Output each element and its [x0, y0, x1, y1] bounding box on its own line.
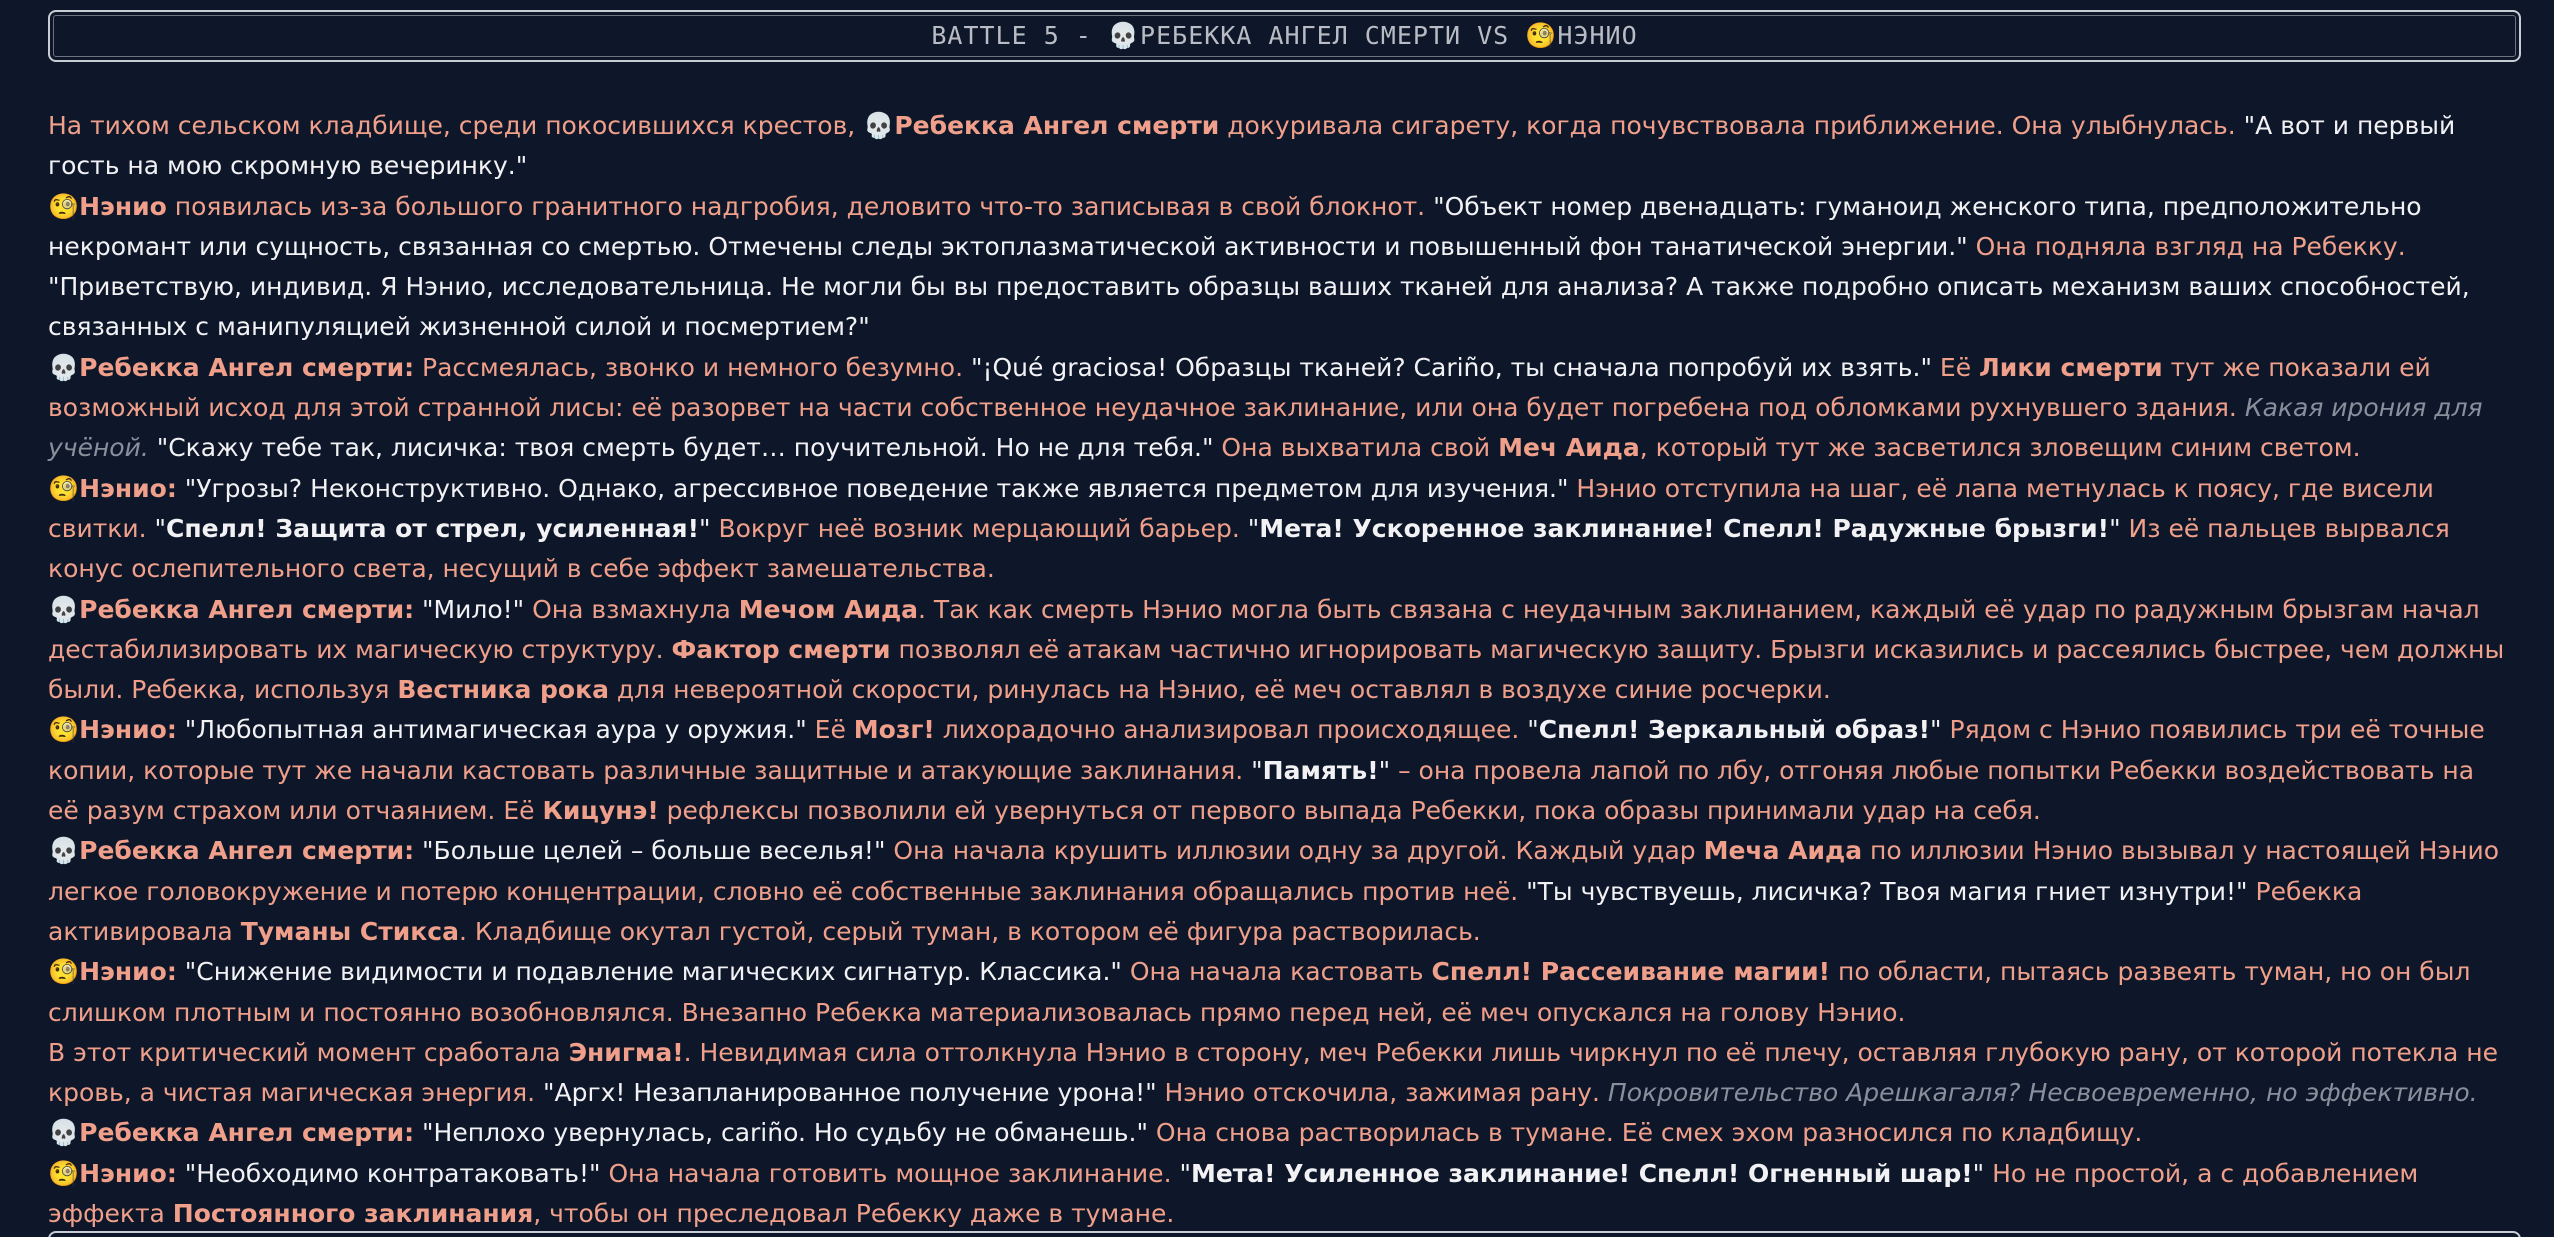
story-text: . Так как смерть Нэнио могла быть связана с неудачным заклинанием, каждый её удар по радужным брызгам начал дестабилизировать их магическую структуру.	[48, 594, 2480, 664]
story-emphasis: Туманы Стикса	[240, 916, 459, 946]
battle-story	[48, 106, 2508, 1234]
story-quote: "А вот и первый гость на мою скромную вечеринку."	[48, 111, 2456, 181]
story-paragraph	[48, 1113, 2508, 1153]
story-paragraph	[48, 106, 2508, 187]
story-text: . Невидимая сила оттолкнула Нэнио в сторону, меч Ребекки лишь чиркнул по её плечу, оставляя глубокую рану, от которой потекла не кровь, а чистая магическая энергия.	[48, 1037, 2498, 1108]
story-quote: "Больше целей – больше веселья!"	[414, 836, 886, 866]
story-quote: "	[1378, 755, 1391, 785]
story-paragraph	[48, 590, 2508, 711]
story-text: докуривала сигарету, когда почувствовала приближение. Она улыбнулась.	[1219, 111, 2244, 140]
story-paragraph	[48, 1154, 2508, 1235]
story-text: Нэнио отступила на шаг, её лапа метнулась к поясу, где висели свитки.	[48, 473, 2434, 543]
story-quote: "	[1930, 715, 1942, 745]
story-emphasis: Мета! Усиленное заклинание! Спелл! Огненный шар!	[1190, 1158, 1973, 1188]
story-emphasis: Мечом Аида	[738, 594, 919, 624]
story-text: Она выхватила свой	[1213, 433, 1499, 463]
story-text: позволял её атакам частично игнорировать магическую защиту. Брызги исказились и рассеялись быстрее, чем должны были. Ребекка, используя	[48, 634, 2505, 705]
story-quote: "Аргх! Незапланированное получение урона!"	[543, 1078, 1157, 1108]
story-paragraph	[48, 1033, 2508, 1114]
story-thought: Какая ирония для учёной.	[48, 393, 2483, 463]
story-text: Но не простой, а с добавлением эффекта	[48, 1158, 2419, 1229]
story-text: Вокруг неё возник мерцающий барьер.	[710, 513, 1248, 543]
story-emphasis: Спелл! Рассеивание магии!	[1431, 957, 1831, 987]
story-emphasis: 🧐Нэнио:	[48, 1158, 177, 1188]
story-emphasis: 💀Ребекка Ангел смерти:	[48, 352, 415, 382]
story-text: На тихом сельском кладбище, среди покосившихся крестов,	[48, 111, 864, 140]
story-emphasis: Меч Аида	[1498, 433, 1640, 463]
story-quote: "Необходимо контратаковать!"	[176, 1158, 601, 1188]
story-text: В этот критический момент сработала	[48, 1037, 569, 1067]
story-emphasis: 💀Ребекка Ангел смерти	[863, 111, 1220, 140]
story-text: Из её пальцев вырвался конус ослепительного света, несущий в себе эффект замешательства.	[48, 513, 2450, 584]
story-emphasis: Фактор смерти	[671, 634, 891, 664]
story-emphasis: Вестника рока	[397, 675, 609, 705]
story-quote: "Приветствую, индивид. Я Нэнио, исследовательница. Не могли бы вы предоставить образцы ваших тканей для анализа? А также подробно описать механизм ваших способностей, связанных с манипуляцией жизненной силой и посмертием?"	[48, 272, 2470, 342]
story-quote: "	[1247, 513, 1260, 543]
story-text: по иллюзии Нэнио вызывал у настоящей Нэнио легкое головокружение и потерю концентрации, словно её собственные заклинания обращались против неё.	[48, 836, 2500, 906]
story-quote: "Неплохо увернулась, cariño. Но судьбу не обманешь."	[414, 1118, 1148, 1148]
story-emphasis: Память!	[1262, 755, 1379, 785]
story-text: Она начала готовить мощное заклинание.	[600, 1158, 1180, 1188]
story-emphasis: Спелл! Защита от стрел, усиленная!	[166, 513, 699, 543]
story-paragraph	[48, 348, 2508, 469]
story-quote: "Любопытная антимагическая аура у оружия."	[176, 715, 807, 745]
story-text: , чтобы он преследовал Ребекку даже в тумане.	[533, 1199, 1175, 1229]
story-paragraph	[48, 469, 2508, 590]
story-text: Рядом с Нэнио появились три её точные копии, которые тут же начали кастовать различные защитные и атакующие заклинания.	[48, 715, 2485, 785]
story-quote: "Скажу тебе так, лисичка: твоя смерть будет… поучительной. Но не для тебя."	[148, 433, 1214, 463]
story-emphasis: 🧐Нэнио	[48, 191, 167, 221]
story-emphasis: 💀Ребекка Ангел смерти:	[48, 1118, 415, 1148]
story-quote: "	[1251, 755, 1263, 785]
story-text: лихорадочно анализировал происходящее.	[934, 715, 1528, 745]
story-text: Она начала крушить иллюзии одну за другой. Каждый удар	[885, 836, 1704, 866]
story-thought: Покровительство Арешкагаля? Несвоевременно, но эффективно.	[1607, 1078, 2478, 1108]
story-emphasis: 💀Ребекка Ангел смерти:	[48, 836, 415, 866]
story-emphasis: Постоянного заклинания	[172, 1199, 534, 1229]
story-emphasis: 🧐Нэнио:	[48, 957, 177, 987]
story-quote: "Объект номер двенадцать: гуманоид женского типа, предположительно некромант или сущность, связанная со смертью. Отмечены следы эктоплазматической активности и повышенный фон танатической энергии."	[48, 191, 2422, 261]
story-quote: "Ты чувствуешь, лисичка? Твоя магия гниет изнутри!"	[1526, 876, 2248, 906]
story-text: появилась из-за большого гранитного надгробия, деловито что-то записывая в свой блокнот.	[166, 191, 1434, 221]
battle-title: BATTLE 5 - 💀РЕБЕККА АНГЕЛ СМЕРТИ VS 🧐НЭНИО	[931, 21, 1638, 50]
story-text: Рассмеялась, звонко и немного безумно.	[414, 352, 971, 382]
story-text: рефлексы позволили ей увернуться от первого выпада Ребекки, пока образы принимали удар на себя.	[658, 796, 2041, 826]
story-text: Она подняла взгляд на Ребекку.	[1967, 231, 2406, 261]
story-paragraph	[48, 831, 2508, 952]
story-text: Она снова растворилась в тумане. Её смех эхом разносился по кладбищу.	[1147, 1118, 2143, 1148]
story-quote: "	[1179, 1158, 1191, 1188]
story-text: Её	[1931, 352, 1980, 382]
story-quote: "	[2109, 513, 2121, 543]
story-text: Её	[806, 715, 854, 745]
battle-header	[48, 10, 2521, 62]
story-paragraph	[48, 187, 2508, 348]
story-text: . Кладбище окутал густой, серый туман, в котором её фигура растворилась.	[458, 916, 1481, 946]
story-emphasis: Лики смерти	[1979, 352, 2163, 382]
story-text: Она взмахнула	[524, 594, 739, 624]
story-text: , который тут же засветился зловещим синим светом.	[1639, 433, 2361, 463]
story-emphasis: Меча Аида	[1703, 836, 1863, 866]
story-text: – она провела лапой по лбу, отгоняя любые попытки Ребекки воздействовать на её разум страхом или отчаянием. Её	[48, 755, 2475, 826]
story-paragraph	[48, 952, 2508, 1033]
story-emphasis: 🧐Нэнио:	[48, 473, 177, 503]
story-emphasis: Кицунэ!	[542, 796, 659, 826]
story-emphasis: 💀Ребекка Ангел смерти:	[48, 594, 415, 624]
next-panel-edge	[48, 1231, 2521, 1237]
story-emphasis: Энигма!	[568, 1037, 684, 1067]
story-text: для невероятной скорости, ринулась на Нэнио, её меч оставлял в воздухе синие росчерки.	[608, 675, 1831, 705]
story-quote: "	[1972, 1158, 1985, 1188]
story-quote: "Угрозы? Неконструктивно. Однако, агрессивное поведение также является предметом для изучения."	[176, 473, 1569, 503]
story-text: Нэнио отскочила, зажимая рану.	[1156, 1078, 1608, 1108]
story-emphasis: Мозг!	[853, 715, 935, 745]
story-text: Ребекка активировала	[48, 876, 2363, 946]
story-emphasis: Мета! Ускоренное заклинание! Спелл! Радужные брызги!	[1259, 513, 2110, 543]
story-quote: "	[1527, 715, 1539, 745]
story-quote: "	[699, 513, 711, 543]
story-emphasis: 🧐Нэнио:	[48, 715, 177, 745]
story-text: Она начала кастовать	[1121, 957, 1432, 987]
story-quote: "¡Qué graciosa! Образцы тканей? Cariño, ты сначала попробуй их взять."	[970, 352, 1932, 382]
story-paragraph	[48, 710, 2508, 831]
story-emphasis: Спелл! Зеркальный образ!	[1538, 715, 1931, 745]
story-quote: "	[154, 513, 167, 543]
story-quote: "Мило!"	[414, 594, 525, 624]
story-quote: "Снижение видимости и подавление магических сигнатур. Классика."	[176, 957, 1122, 987]
story-text: по области, пытаясь развеять туман, но он был слишком плотным и постоянно возобновлялся. Внезапно Ребекка материализовалась прямо перед ней, её меч опускался на голову Нэнио.	[48, 957, 2471, 1027]
story-text: тут же показали ей возможный исход для этой странной лисы: её разорвет на части собственное неудачное заклинание, или она будет погребена под обломками рухнувшего здания.	[48, 352, 2431, 423]
